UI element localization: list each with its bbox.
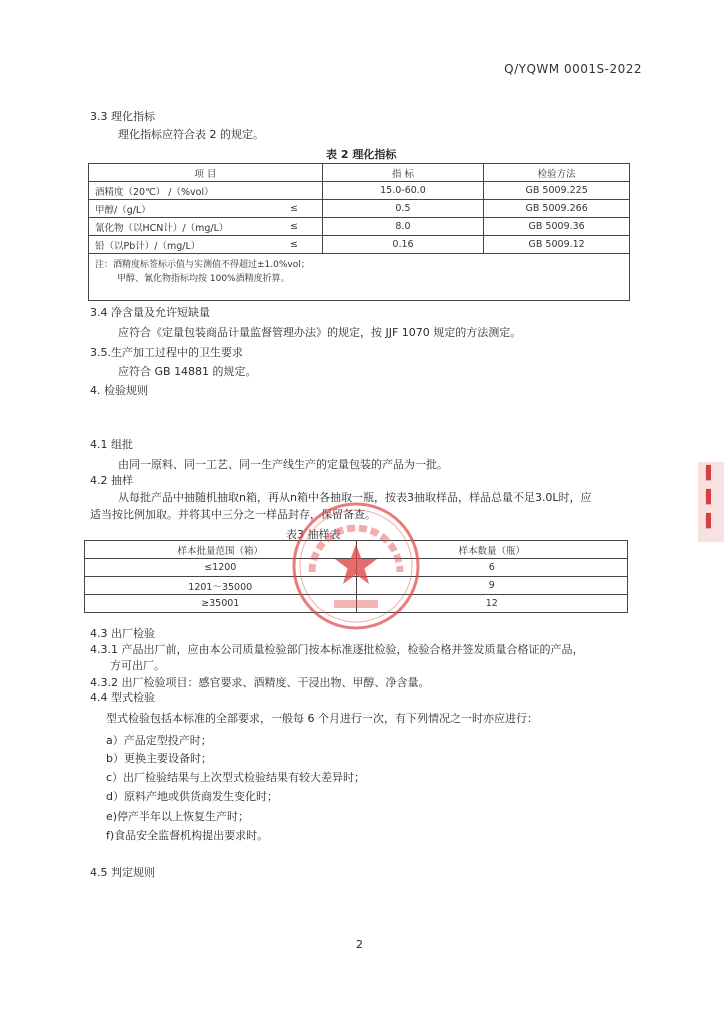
- table-2-caption: 表 2 理化指标: [326, 148, 397, 161]
- section-4-5-title: 4.5 判定规则: [90, 866, 155, 879]
- section-4-2-title: 4.2 抽样: [90, 474, 133, 487]
- row-value: 0.16: [322, 236, 484, 254]
- section-3-4-title: 3.4 净含量及允许短缺量: [90, 306, 210, 319]
- section-4-4-title: 4.4 型式检验: [90, 691, 155, 704]
- list-item: c）出厂检验结果与上次型式检验结果有较大差异时；: [106, 771, 366, 784]
- row-item: 铅（以Pb计）/（mg/L）: [89, 236, 267, 254]
- row-count: 12: [356, 595, 627, 613]
- row-value: 8.0: [322, 218, 484, 236]
- section-4-3-1-line-1: 4.3.1 产品出厂前，应由本公司质量检验部门按本标准逐批检验，检验合格并签发质量合格证的产品，: [90, 643, 584, 656]
- company-seal-stamp: [290, 500, 422, 632]
- document-number: Q/YQWM 0001S-2022: [504, 62, 642, 76]
- table-header-row: [89, 164, 630, 182]
- section-3-4-body: 应符合《定量包装商品计量监督管理办法》的规定，按 JJF 1070 规定的方法测定。: [118, 326, 522, 339]
- row-range: ≥35001: [85, 595, 357, 613]
- page-number: 2: [356, 938, 363, 951]
- row-symbol: ≤: [266, 200, 322, 218]
- section-4-1-title: 4.1 组批: [90, 438, 133, 451]
- row-item: 甲醇/（g/L）: [89, 200, 267, 218]
- section-4-3-1-line-2: 方可出厂。: [110, 659, 165, 672]
- row-item: 酒精度（20℃） /（%vol）: [89, 182, 323, 200]
- list-item: b）更换主要设备时；: [106, 752, 212, 765]
- row-range: ≤1200: [85, 559, 357, 577]
- table-note-row: [89, 254, 630, 301]
- row-count: 6: [356, 559, 627, 577]
- section-3-5-body: 应符合 GB 14881 的规定。: [118, 365, 257, 378]
- row-method: GB 5009.266: [484, 200, 630, 218]
- section-4-title: 4. 检验规则: [90, 384, 148, 397]
- row-value: 0.5: [322, 200, 484, 218]
- table-row: [89, 236, 630, 254]
- row-symbol: ≤: [266, 218, 322, 236]
- row-value: 15.0-60.0: [322, 182, 484, 200]
- list-item: d）原料产地或供货商发生变化时；: [106, 790, 278, 803]
- row-method: GB 5009.225: [484, 182, 630, 200]
- row-method: GB 5009.36: [484, 218, 630, 236]
- header-method: 检验方法: [484, 164, 630, 182]
- section-3-5-title: 3.5.生产加工过程中的卫生要求: [90, 346, 243, 359]
- section-4-1-body: 由同一原料、同一工艺、同一生产线生产的定量包装的产品为一批。: [118, 458, 448, 471]
- row-range: 1201～35000: [85, 577, 357, 595]
- header-count: 样本数量（瓶）: [356, 541, 627, 559]
- table-3-caption: 表3 抽样表: [286, 528, 341, 541]
- row-count: 9: [356, 577, 627, 595]
- header-item: 项 目: [89, 164, 323, 182]
- header-value: 指 标: [322, 164, 484, 182]
- section-4-2-body-2: 适当按比例加取。并将其中三分之一样品封存，保留备查。: [90, 508, 376, 521]
- edge-seal-fragment: ▌ ▌ ▌: [698, 462, 724, 542]
- section-4-3-2: 4.3.2 出厂检验项目：感官要求、酒精度、干浸出物、甲醇、净含量。: [90, 676, 430, 689]
- section-4-4-intro: 型式检验包括本标准的全部要求，一般每 6 个月进行一次，有下列情况之一时亦应进行：: [106, 712, 538, 725]
- section-4-3-title: 4.3 出厂检验: [90, 627, 155, 640]
- section-4-2-body-1: 从每批产品中抽随机抽取n箱，再从n箱中各抽取一瓶，按表3抽取样品，样品总量不足3.0L时，应: [118, 491, 592, 504]
- section-3-3-body: 理化指标应符合表 2 的规定。: [118, 128, 264, 141]
- table-row: [89, 182, 630, 200]
- list-item: a）产品定型投产时；: [106, 734, 212, 747]
- table-row: [89, 200, 630, 218]
- note-line-1: 注：酒精度标签标示值与实测值不得超过±1.0%vol；: [95, 260, 310, 270]
- list-item: f)食品安全监督机构提出要求时。: [106, 829, 269, 842]
- row-symbol: ≤: [266, 236, 322, 254]
- header-range: 样本批量范围（箱）: [85, 541, 357, 559]
- table-note: [89, 254, 630, 301]
- row-method: GB 5009.12: [484, 236, 630, 254]
- section-3-3-title: 3.3 理化指标: [90, 110, 155, 123]
- list-item: e)停产半年以上恢复生产时；: [106, 810, 250, 823]
- physicochemical-table: [88, 163, 630, 301]
- table-row: [89, 218, 630, 236]
- row-item: 氰化物（以HCN计）/（mg/L）: [89, 218, 267, 236]
- note-line-2: 甲醇、氰化物指标均按 100%酒精度折算。: [117, 274, 290, 284]
